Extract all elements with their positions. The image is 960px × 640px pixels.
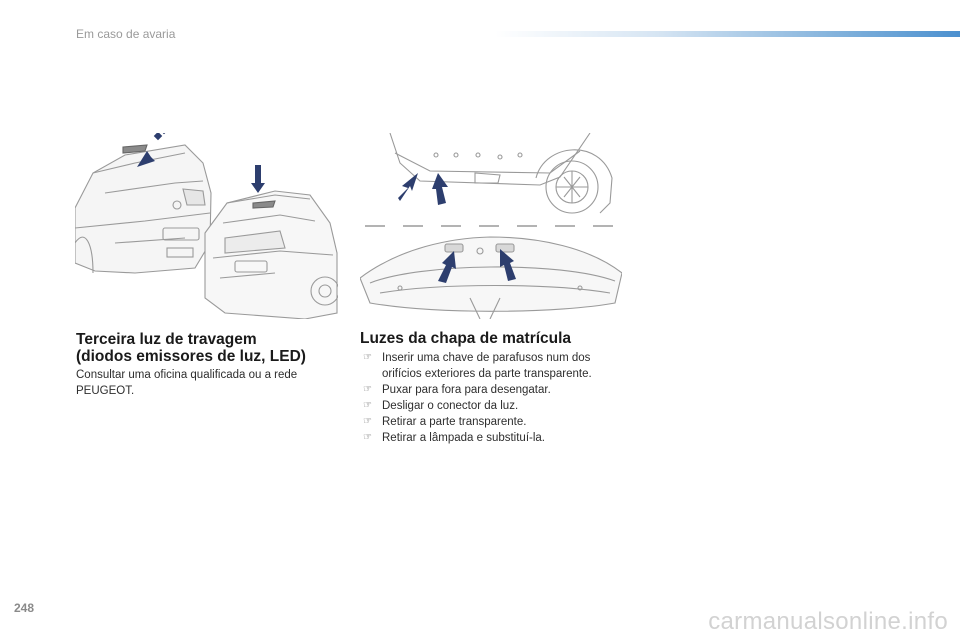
bullet-icon: ☞ xyxy=(363,432,372,443)
step-item xyxy=(362,382,622,398)
step-text: Retirar a parte transparente. xyxy=(382,416,527,428)
page-number: 248 xyxy=(14,601,35,615)
brake-light-text: Consultar uma oficina qualificada ou a rede PEUGEOT. xyxy=(76,369,298,397)
step-text: Retirar a lâmpada e substituí-la. xyxy=(382,432,545,444)
brake-light-title xyxy=(76,331,336,365)
header-gradient-bar xyxy=(495,31,960,37)
step-item xyxy=(362,414,622,430)
bullet-icon: ☞ xyxy=(363,416,372,427)
brake-light-title-line2: (diodos emissores de luz, LED) xyxy=(76,348,306,365)
step-item xyxy=(362,398,622,414)
step-text: Puxar para fora para desengatar. xyxy=(382,384,551,396)
plate-lights-steps xyxy=(362,350,622,446)
watermark: carmanualsonline.info xyxy=(708,608,948,635)
bullet-icon: ☞ xyxy=(363,384,372,395)
step-text: Desligar o conector da luz. xyxy=(382,400,519,412)
bullet-icon: ☞ xyxy=(363,400,372,411)
step-text: Inserir uma chave de parafusos num dos orifícios exteriores da parte transparente. xyxy=(382,352,592,380)
step-item xyxy=(362,430,622,446)
brake-light-title-line1: Terceira luz de travagem xyxy=(76,331,257,348)
step-item xyxy=(362,350,622,382)
chapter-title: Em caso de avaria xyxy=(76,27,176,41)
plate-lights-title: Luzes da chapa de matrícula xyxy=(360,330,572,347)
bullet-icon: ☞ xyxy=(363,352,372,363)
plate-light-illustration xyxy=(360,133,622,319)
brake-light-illustration xyxy=(75,133,338,319)
